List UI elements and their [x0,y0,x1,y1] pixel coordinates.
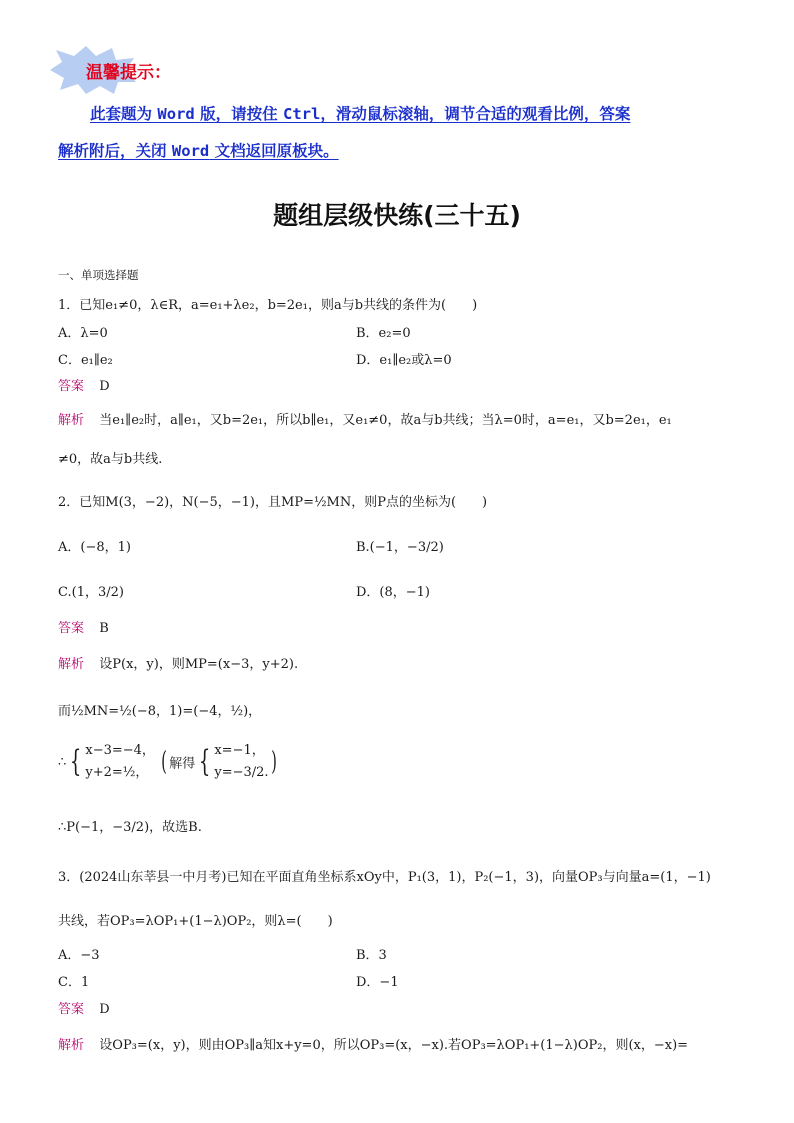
notice-title: 温馨提示： [86,63,171,83]
q1-option-a: A．λ=0 [58,326,108,341]
q2-analysis-step-1: 解析 设P(x，y)，则MP=(x−3，y+2). [58,657,299,672]
section-heading: 一、单项选择题 [58,268,139,282]
q3-stem-line-1: 3．(2024山东莘县一中月考)已知在平面直角坐标系xOy中，P₁(3，1)，P₂(−1，3)，向量OP₃与向量a=(1，−1) [58,870,711,885]
q1-option-c: C．e₁∥e₂ [58,353,113,368]
q2-stem: 2．已知M(3，−2)，N(−5，−1)，且MP=½MN，则P点的坐标为( ) [58,495,488,510]
q2-option-b: B.(−1，−3/2) [356,540,444,555]
q1-analysis-line-2: ≠0，故a与b共线. [58,452,163,467]
q3-analysis-line-1: 解析 设OP₃=(x，y)，则由OP₃∥a知x+y=0，所以OP₃=(x，−x).若OP₃=λOP₁+(1−λ)OP₂，则(x，−x)= [58,1038,689,1053]
q2-option-c: C.(1，3/2) [58,585,124,600]
q2-option-a: A．(−8，1) [58,540,131,555]
q1-option-b: B．e₂=0 [356,326,411,341]
q2-analysis-step-4: ∴P(−1，−3/2)，故选B. [58,820,202,835]
page-title: 题组层级快练(三十五) [273,201,521,230]
q3-answer: 答案 D [58,1002,110,1017]
q1-stem: 1．已知e₁≠0，λ∈R，a=e₁+λe₂，b=2e₁，则a与b共线的条件为( ) [58,298,478,313]
q3-stem-line-2: 共线，若OP₃=λOP₁+(1−λ)OP₂，则λ=( ) [58,914,333,929]
notice-line-1: 此套题为 Word 版，请按住 Ctrl，滑动鼠标滚轴，调节合适的观看比例，答案 [90,105,631,123]
q3-option-d: D．−1 [356,975,399,990]
q3-option-c: C．1 [58,975,90,990]
q2-answer: 答案 B [58,621,109,636]
q2-analysis-step-2: 而½MN=½(−8，1)=(−4，½)， [58,704,262,719]
notice-line-2: 解析附后，关闭 Word 文档返回原板块。 [58,142,339,160]
q2-option-d: D．(8，−1) [356,585,431,600]
answer-label: 答案 [58,379,85,394]
q1-answer: 答案 D [58,379,110,394]
q2-analysis-step-3: ∴ { x−3=−4， y+2=½， ( 解得 { x=−1， y=−3/2. ) [58,743,277,780]
q1-analysis-line-1: 解析 当e₁∥e₂时，a∥e₁，又b=2e₁，所以b∥e₁，又e₁≠0，故a与b共线；当λ=0时，a=e₁，又b=2e₁，e₁ [58,413,672,428]
q3-option-b: B．3 [356,948,387,963]
analysis-label: 解析 [58,413,85,428]
q3-option-a: A．−3 [58,948,100,963]
q1-option-d: D．e₁∥e₂或λ=0 [356,353,452,368]
